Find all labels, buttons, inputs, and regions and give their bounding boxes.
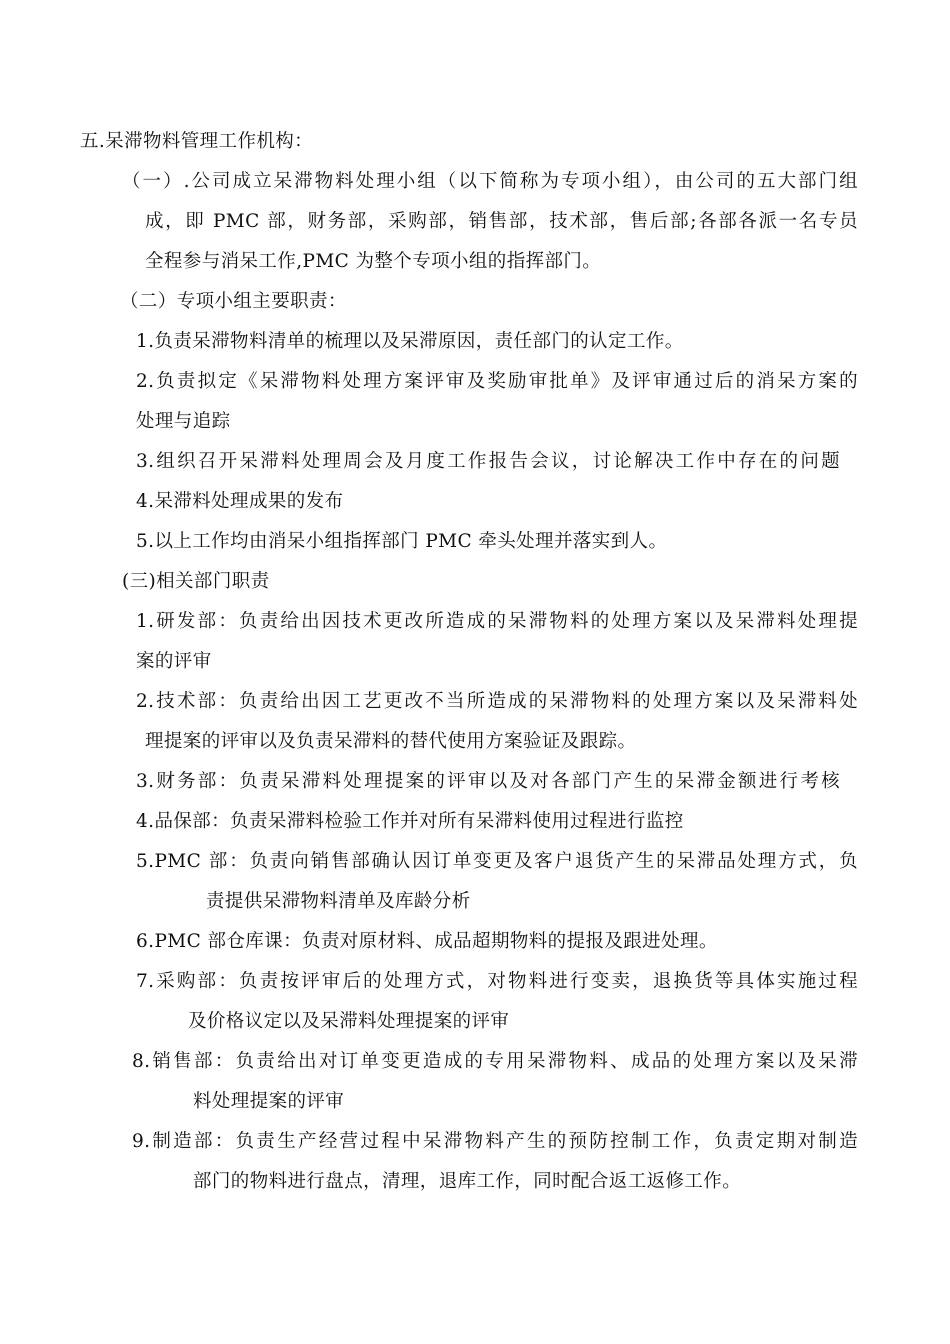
duty-item-2: 2.负责拟定《呆滞物料处理方案评审及奖励审批单》及评审通过后的消呆方案的	[136, 371, 858, 392]
part2-heading: （二）专项小组主要职责：	[120, 291, 347, 312]
duty-item-4: 4.呆滞料处理成果的发布	[136, 491, 344, 512]
dept-item-5: 5.PMC 部：负责向销售部确认因订单变更及客户退货产生的呆滞品处理方式，负	[136, 851, 858, 872]
duty-item-5: 5.以上工作均由消呆小组指挥部门 PMC 牵头处理并落实到人。	[136, 531, 668, 552]
dept-item-4: 4.品保部：负责呆滞料检验工作并对所有呆滞料使用过程进行监控	[136, 811, 684, 832]
dept-item-6: 6.PMC 部仓库课：负责对原材料、成品超期物料的提报及跟进处理。	[136, 931, 718, 952]
dept-item-8: 8.销售部：负责给出对订单变更造成的专用呆滞物料、成品的处理方案以及呆滞	[132, 1051, 858, 1072]
dept-item-3: 3.财务部：负责呆滞料处理提案的评审以及对各部门产生的呆滞金额进行考核	[136, 771, 840, 792]
dept-item-1-cont: 案的评审	[136, 651, 212, 672]
section-title: 五.呆滞物料管理工作机构：	[80, 131, 314, 152]
duty-item-1: 1.负责呆滞物料清单的梳理以及呆滞原因，责任部门的认定工作。	[136, 331, 684, 352]
dept-item-8-cont: 料处理提案的评审	[193, 1091, 345, 1112]
dept-item-2-cont: 理提案的评审以及负责呆滞料的替代使用方案验证及跟踪。	[145, 731, 637, 752]
dept-item-1: 1.研发部：负责给出因技术更改所造成的呆滞物料的处理方案以及呆滞料处理提	[136, 611, 858, 632]
dept-item-9: 9.制造部：负责生产经营过程中呆滞物料产生的预防控制工作，负责定期对制造	[132, 1131, 858, 1152]
duty-item-3: 3.组织召开呆滞料处理周会及月度工作报告会议，讨论解决工作中存在的问题	[136, 451, 840, 472]
duty-item-2-cont: 处理与追踪	[136, 411, 231, 432]
part1-line-1: （一）.公司成立呆滞物料处理小组（以下简称为专项小组），由公司的五大部门组	[122, 171, 858, 192]
dept-item-7-cont: 及价格议定以及呆滞料处理提案的评审	[188, 1011, 510, 1032]
part1-line-3: 全程参与消呆工作,PMC 为整个专项小组的指挥部门。	[145, 251, 602, 272]
part1-line-2: 成，即 PMC 部，财务部，采购部，销售部，技术部，售后部;各部各派一名专员	[145, 211, 858, 232]
dept-item-7: 7.采购部：负责按评审后的处理方式，对物料进行变卖，退换货等具体实施过程	[136, 971, 858, 992]
part3-heading: (三)相关部门职责	[122, 571, 270, 592]
dept-item-5-cont: 责提供呆滞物料清单及库龄分析	[206, 891, 471, 912]
dept-item-2: 2.技术部：负责给出因工艺更改不当所造成的呆滞物料的处理方案以及呆滞料处	[136, 691, 858, 712]
dept-item-9-cont: 部门的物料进行盘点，清理，退库工作，同时配合返工返修工作。	[193, 1171, 742, 1192]
